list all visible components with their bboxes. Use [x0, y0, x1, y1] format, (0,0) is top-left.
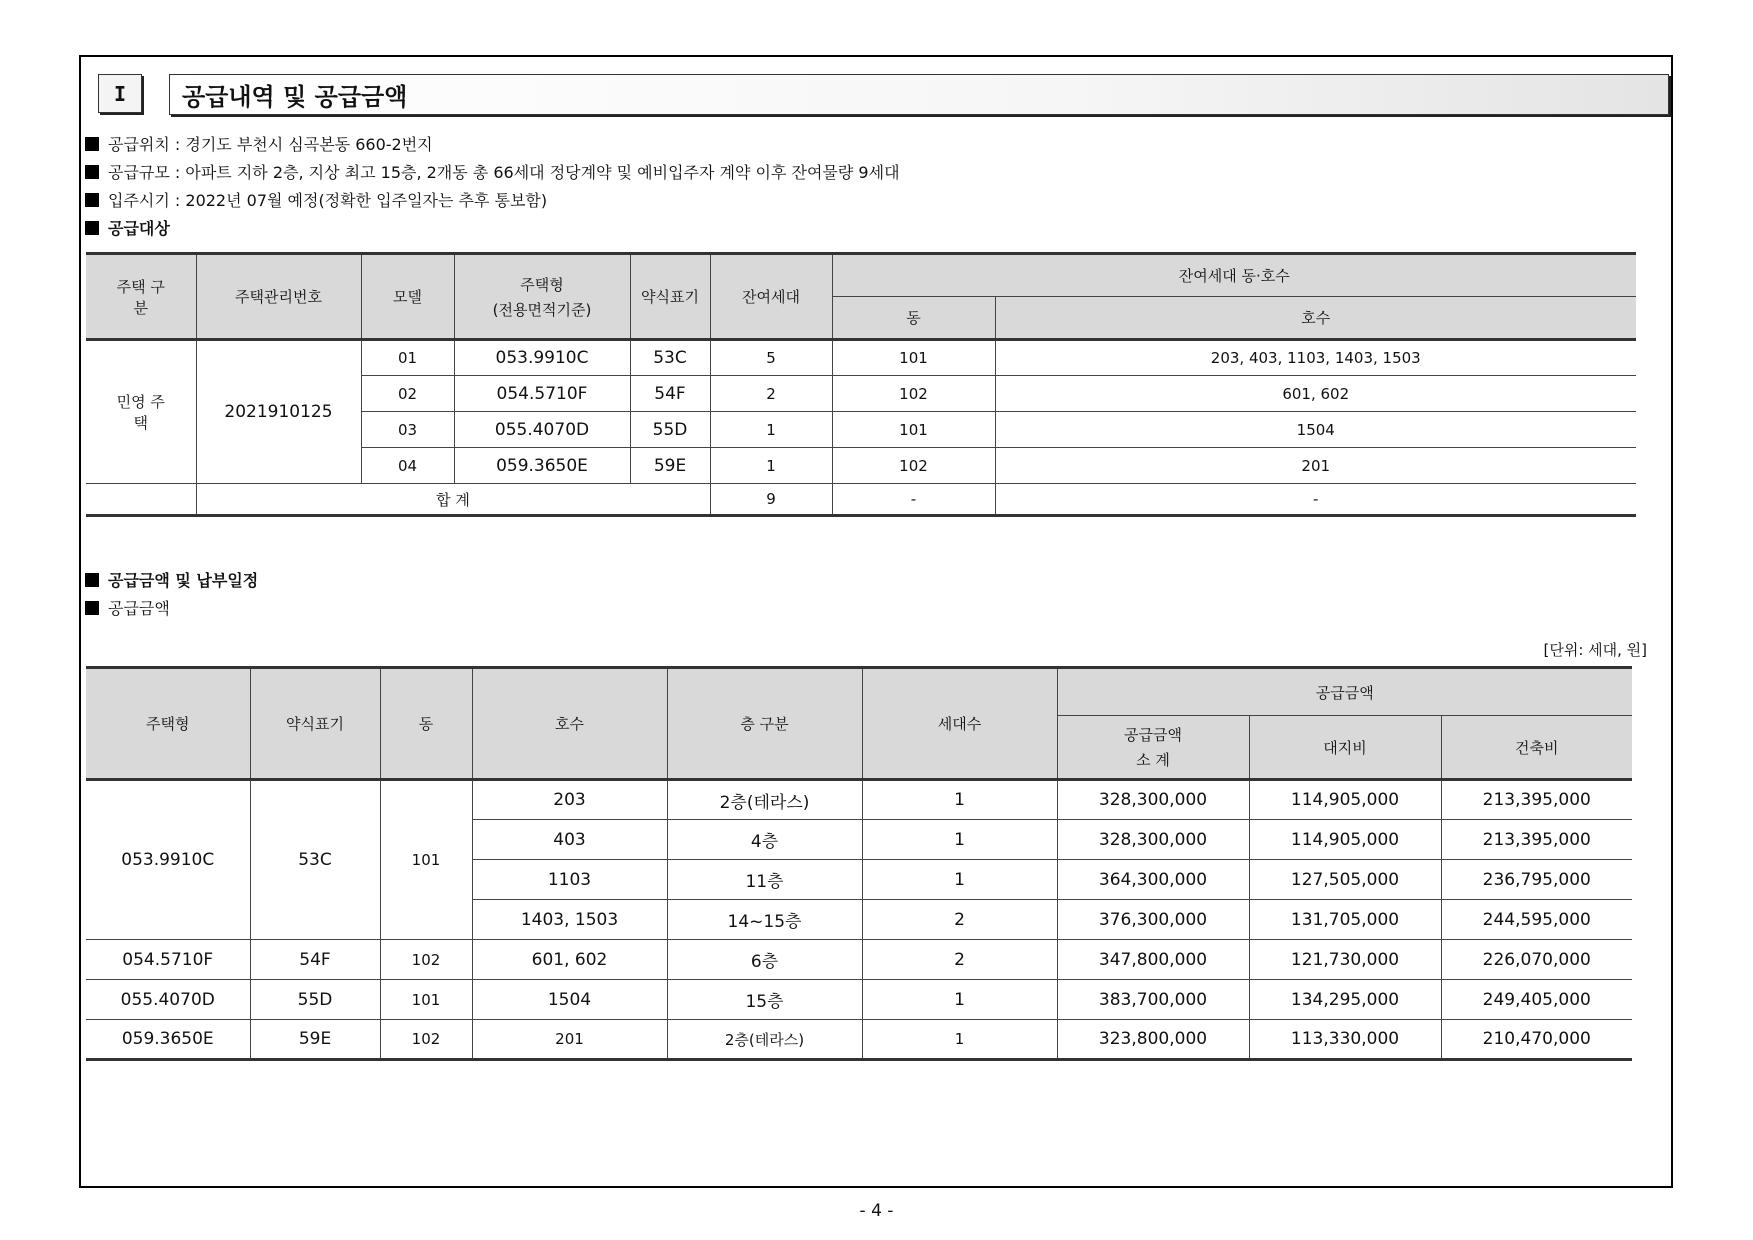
type: 059.3650E: [86, 1020, 250, 1060]
building: 249,405,000: [1441, 980, 1632, 1020]
type: 053.9910C: [86, 780, 250, 940]
ho: 1103: [472, 860, 667, 900]
building: 213,395,000: [1441, 780, 1632, 820]
building: 213,395,000: [1441, 820, 1632, 860]
ho: 201: [995, 448, 1636, 484]
ho: 1504: [995, 412, 1636, 448]
header-house-type: 주택형 (전용면적기준): [454, 254, 630, 340]
count: 2: [862, 900, 1057, 940]
dong: 101: [832, 412, 995, 448]
subtotal: 328,300,000: [1057, 780, 1249, 820]
building: 226,070,000: [1441, 940, 1632, 980]
header-ho: 호수: [472, 668, 667, 780]
subtotal: 383,700,000: [1057, 980, 1249, 1020]
abbr: 53C: [630, 340, 710, 376]
floor: 11층: [667, 860, 862, 900]
header-floor: 층 구분: [667, 668, 862, 780]
house-type: 054.5710F: [454, 376, 630, 412]
building: 244,595,000: [1441, 900, 1632, 940]
move-in-date: 입주시기 : 2022년 07월 예정(정확한 입주일자는 추후 통보함): [85, 190, 547, 212]
remaining: 5: [710, 340, 832, 376]
model: 04: [361, 448, 454, 484]
total-ho: -: [995, 484, 1636, 516]
header-land: 대지비: [1249, 716, 1441, 780]
floor: 4층: [667, 820, 862, 860]
total-label: 합 계: [196, 484, 710, 516]
page-number: - 4 -: [859, 1201, 894, 1221]
dong: 102: [380, 1020, 472, 1060]
subtotal: 323,800,000: [1057, 1020, 1249, 1060]
header-dong: 동: [380, 668, 472, 780]
land: 113,330,000: [1249, 1020, 1441, 1060]
ho: 1504: [472, 980, 667, 1020]
total-spacer: [86, 484, 196, 516]
ho: 601, 602: [995, 376, 1636, 412]
type: 054.5710F: [86, 940, 250, 980]
ho: 403: [472, 820, 667, 860]
ho: 601, 602: [472, 940, 667, 980]
section-number: I: [98, 74, 142, 113]
supply-scale: 공급규모 : 아파트 지하 2층, 지상 최고 15층, 2개동 총 66세대 정당계약 및 예비입주자 계약 이후 잔여물량 9세대: [85, 162, 900, 184]
bullet-square-icon: [85, 221, 99, 235]
header-subtotal: 공급금액 소 계: [1057, 716, 1249, 780]
land: 134,295,000: [1249, 980, 1441, 1020]
header-abbr: 약식표기: [250, 668, 380, 780]
subtotal: 328,300,000: [1057, 820, 1249, 860]
dong: 101: [380, 980, 472, 1020]
page-frame: [79, 55, 1673, 1188]
subtotal: 347,800,000: [1057, 940, 1249, 980]
remaining: 2: [710, 376, 832, 412]
remaining: 1: [710, 412, 832, 448]
dong: 102: [832, 448, 995, 484]
floor: 6층: [667, 940, 862, 980]
abbr: 59E: [250, 1020, 380, 1060]
building: 236,795,000: [1441, 860, 1632, 900]
mgmt-no: 2021910125: [196, 340, 361, 484]
model: 02: [361, 376, 454, 412]
header-mgmt-no: 주택관리번호: [196, 254, 361, 340]
dong: 102: [380, 940, 472, 980]
header-building: 건축비: [1441, 716, 1632, 780]
land: 127,505,000: [1249, 860, 1441, 900]
header-dong: 동: [832, 297, 995, 340]
abbr: 55D: [250, 980, 380, 1020]
land: 114,905,000: [1249, 780, 1441, 820]
count: 1: [862, 820, 1057, 860]
bullet-square-icon: [85, 601, 99, 615]
section-title: 공급내역 및 공급금액: [169, 74, 1669, 115]
house-type: 053.9910C: [454, 340, 630, 376]
abbr: 53C: [250, 780, 380, 940]
bullet-square-icon: [85, 193, 99, 207]
header-remaining: 잔여세대: [710, 254, 832, 340]
subtotal: 364,300,000: [1057, 860, 1249, 900]
abbr: 55D: [630, 412, 710, 448]
floor: 14~15층: [667, 900, 862, 940]
count: 1: [862, 780, 1057, 820]
abbr: 54F: [630, 376, 710, 412]
header-unit-group: 잔여세대 동·호수: [832, 254, 1636, 297]
price-section-heading: 공급금액 및 납부일정: [85, 570, 258, 592]
land: 114,905,000: [1249, 820, 1441, 860]
abbr: 54F: [250, 940, 380, 980]
land: 121,730,000: [1249, 940, 1441, 980]
total-remaining: 9: [710, 484, 832, 516]
count: 1: [862, 980, 1057, 1020]
price-subheading: 공급금액: [85, 598, 170, 620]
ho: 203, 403, 1103, 1403, 1503: [995, 340, 1636, 376]
supply-target-table: [86, 252, 1636, 517]
house-group-label: 민영 주택: [86, 340, 196, 484]
model: 03: [361, 412, 454, 448]
unit-note: [단위: 세대, 원]: [1543, 641, 1647, 659]
price-table: [86, 666, 1632, 1061]
type: 055.4070D: [86, 980, 250, 1020]
ho: 201: [472, 1020, 667, 1060]
model: 01: [361, 340, 454, 376]
dong: 101: [380, 780, 472, 940]
floor: 2층(테라스): [667, 1020, 862, 1060]
header-model: 모델: [361, 254, 454, 340]
ho: 1403, 1503: [472, 900, 667, 940]
bullet-square-icon: [85, 137, 99, 151]
total-dong: -: [832, 484, 995, 516]
header-ho: 호수: [995, 297, 1636, 340]
land: 131,705,000: [1249, 900, 1441, 940]
dong: 102: [832, 376, 995, 412]
count: 1: [862, 1020, 1057, 1060]
supply-target-heading: 공급대상: [85, 218, 170, 240]
header-count: 세대수: [862, 668, 1057, 780]
count: 2: [862, 940, 1057, 980]
bullet-square-icon: [85, 165, 99, 179]
remaining: 1: [710, 448, 832, 484]
supply-location: 공급위치 : 경기도 부천시 심곡본동 660-2번지: [85, 134, 433, 156]
count: 1: [862, 860, 1057, 900]
floor: 15층: [667, 980, 862, 1020]
floor: 2층(테라스): [667, 780, 862, 820]
subtotal: 376,300,000: [1057, 900, 1249, 940]
ho: 203: [472, 780, 667, 820]
house-type: 059.3650E: [454, 448, 630, 484]
building: 210,470,000: [1441, 1020, 1632, 1060]
header-type: 주택형: [86, 668, 250, 780]
header-abbr: 약식표기: [630, 254, 710, 340]
header-price-group: 공급금액: [1057, 668, 1632, 716]
bullet-square-icon: [85, 573, 99, 587]
header-house-group: 주택 구분: [86, 254, 196, 340]
abbr: 59E: [630, 448, 710, 484]
house-type: 055.4070D: [454, 412, 630, 448]
dong: 101: [832, 340, 995, 376]
